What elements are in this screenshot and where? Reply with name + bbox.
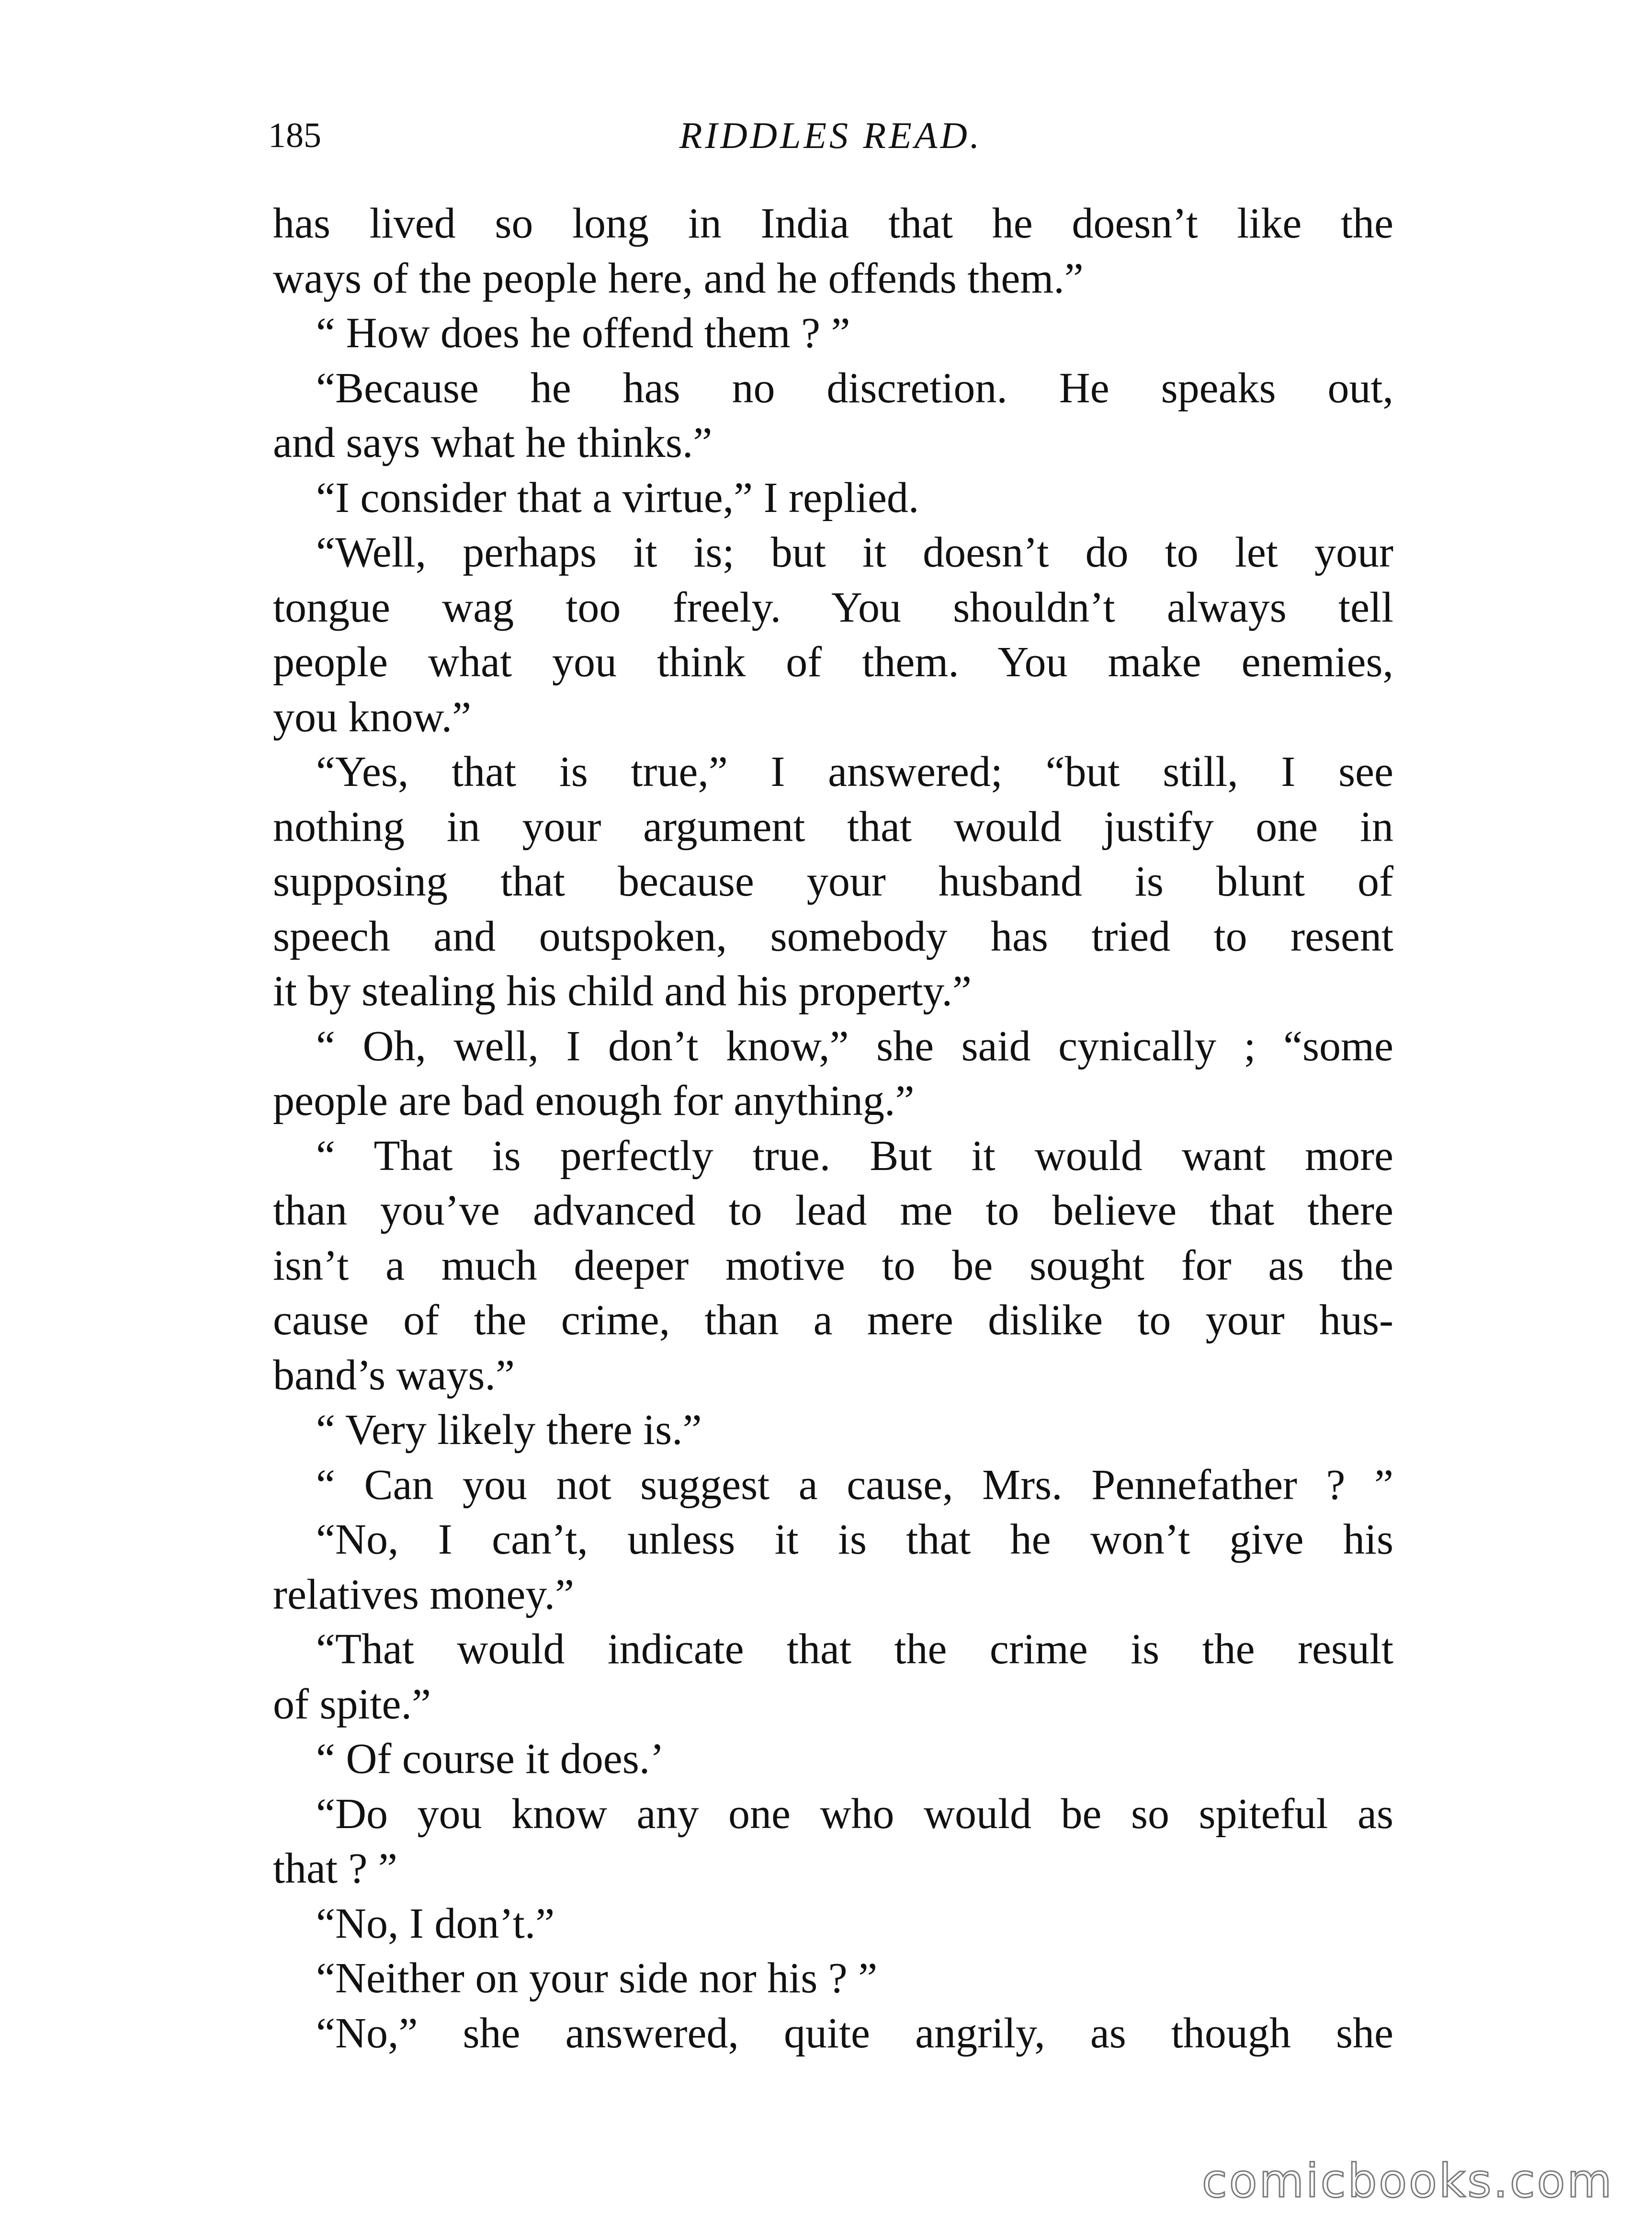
- text-line: “ Very likely there is.”: [316, 1406, 702, 1454]
- text-line: and says what he thinks.”: [273, 419, 713, 466]
- text-line: relatives money.”: [273, 1570, 574, 1618]
- text-line: it by stealing his child and his property.”: [273, 967, 972, 1015]
- text-line: people what you think of them. You make enemies,: [273, 638, 1393, 686]
- text-line: “ Can you not suggest a cause, Mrs. Pennefather ? ”: [316, 1461, 1393, 1509]
- text-line: “No, I don’t.”: [316, 1899, 555, 1947]
- running-head: [268, 109, 1393, 162]
- text-line: “Neither on your side nor his ? ”: [316, 1954, 878, 2002]
- text-line: “ How does he offend them ? ”: [316, 309, 850, 357]
- text-line: “ That is perfectly true. But it would want more: [316, 1132, 1393, 1180]
- text-line: “Well, perhaps it is; but it doesn’t do to let your: [316, 529, 1393, 576]
- text-line: you know.”: [273, 693, 472, 741]
- text-line: tongue wag too freely. You shouldn’t always tell: [273, 583, 1393, 631]
- running-title: RIDDLES READ.: [679, 114, 983, 156]
- body-text: [273, 196, 1393, 2061]
- text-line: “I consider that a virtue,” I replied.: [316, 474, 919, 522]
- text-line: cause of the crime, than a mere dislike to your hus-: [273, 1296, 1393, 1344]
- text-line: has lived so long in India that he doesn’t like the: [273, 200, 1393, 247]
- text-line: “No, I can’t, unless it is that he won’t give his: [316, 1516, 1393, 1563]
- text-line: people are bad enough for anything.”: [273, 1077, 915, 1125]
- text-line: that ? ”: [273, 1845, 397, 1892]
- text-line: “That would indicate that the crime is the result: [316, 1625, 1393, 1673]
- text-line: “ Of course it does.’: [316, 1735, 665, 1783]
- text-line: of spite.”: [273, 1680, 431, 1728]
- page-number: 185: [268, 116, 321, 155]
- text-line: speech and outspoken, somebody has tried to resent: [273, 912, 1393, 960]
- text-line: than you’ve advanced to lead me to believe that there: [273, 1187, 1393, 1234]
- text-line: “Yes, that is true,” I answered; “but still, I see: [316, 748, 1393, 795]
- text-line: isn’t a much deeper motive to be sought for as the: [273, 1241, 1393, 1289]
- text-line: “No,” she answered, quite angrily, as though she: [316, 2009, 1393, 2057]
- text-line: supposing that because your husband is blunt of: [273, 858, 1393, 905]
- text-line: “ Oh, well, I don’t know,” she said cynically ; “some: [316, 1022, 1393, 1070]
- text-line: ways of the people here, and he offends them.”: [273, 254, 1084, 302]
- text-line: nothing in your argument that would justify one in: [273, 803, 1393, 851]
- watermark-logo: comicbooks.com: [1201, 2154, 1614, 2208]
- text-line: band’s ways.”: [273, 1351, 515, 1399]
- text-line: “Because he has no discretion. He speaks out,: [316, 364, 1393, 412]
- text-line: “Do you know any one who would be so spiteful as: [316, 1790, 1393, 1838]
